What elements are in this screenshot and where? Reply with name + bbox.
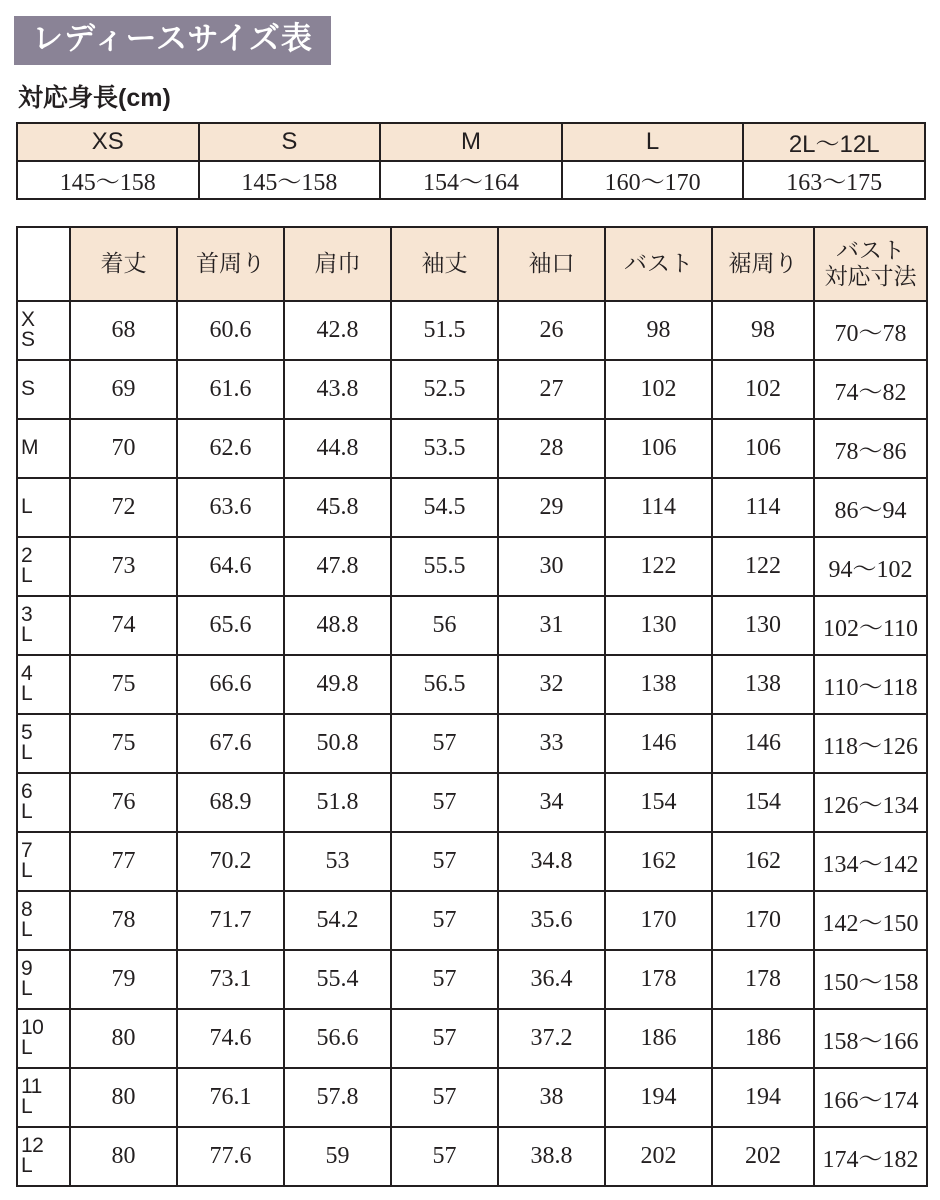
table-cell: 102 [712,360,814,419]
table-cell: 74.6 [177,1009,284,1068]
table-cell: 170 [712,891,814,950]
row-size-label-line1: 12 [21,1134,44,1158]
height-table-body [17,123,925,199]
row-size-label [17,891,70,950]
height-table-header-row [17,123,925,161]
measurement-corner-cell [17,227,70,301]
table-cell: 57 [391,950,498,1009]
table-cell: 38 [498,1068,605,1127]
height-range-l: 160〜170 [562,161,744,199]
table-cell: 118〜126 [814,714,927,773]
table-cell: 166〜174 [814,1068,927,1127]
row-size-label-line2: L [21,1036,33,1060]
table-cell: 62.6 [177,419,284,478]
table-cell: 57.8 [284,1068,391,1127]
column-header-susomawari: 裾周り [712,227,814,301]
row-size-label [17,301,70,360]
table-cell: 29 [498,478,605,537]
table-row [17,360,927,419]
table-cell: 114 [712,478,814,537]
row-size-label-line1: 8 [21,898,33,922]
table-cell: 55.4 [284,950,391,1009]
height-range-s: 145〜158 [199,161,381,199]
table-cell: 102〜110 [814,596,927,655]
row-size-label [17,950,70,1009]
table-cell: 70〜78 [814,301,927,360]
table-spacer [14,200,930,226]
table-row [17,655,927,714]
height-range-xs: 145〜158 [17,161,199,199]
row-size-label-line1: 10 [21,1016,44,1040]
measurement-table-body [17,301,927,1186]
table-cell: 42.8 [284,301,391,360]
table-cell: 48.8 [284,596,391,655]
table-cell: 53 [284,832,391,891]
height-table [16,122,926,200]
table-cell: 106 [605,419,712,478]
table-cell: 94〜102 [814,537,927,596]
table-cell: 142〜150 [814,891,927,950]
table-cell: 154 [605,773,712,832]
table-cell: 75 [70,655,177,714]
table-cell: 114 [605,478,712,537]
table-row [17,1009,927,1068]
table-row [17,891,927,950]
row-size-label-line1: 4 [21,662,33,686]
column-header-bust: バスト [605,227,712,301]
height-size-s: S [199,123,381,161]
row-size-label-line1: X [21,308,35,332]
table-cell: 63.6 [177,478,284,537]
table-cell: 162 [605,832,712,891]
table-cell: 74 [70,596,177,655]
row-size-label-line2: S [21,328,35,352]
table-cell: 146 [712,714,814,773]
table-cell: 44.8 [284,419,391,478]
table-cell: 194 [712,1068,814,1127]
row-size-label [17,1068,70,1127]
table-row [17,1068,927,1127]
table-cell: 86〜94 [814,478,927,537]
table-cell: 106 [712,419,814,478]
table-cell: 73.1 [177,950,284,1009]
table-cell: 57 [391,1127,498,1186]
row-size-label-line2: L [21,1095,33,1119]
height-size-xs: XS [17,123,199,161]
measurement-header-row [17,227,927,301]
table-cell: 80 [70,1009,177,1068]
table-cell: 57 [391,891,498,950]
row-size-label-line2: L [21,859,33,883]
table-cell: 73 [70,537,177,596]
row-size-label-line2: L [21,918,33,942]
table-row [17,478,927,537]
row-size-label-line2: L [21,977,33,1001]
table-cell: 43.8 [284,360,391,419]
table-cell: 38.8 [498,1127,605,1186]
table-cell: 33 [498,714,605,773]
table-cell: 32 [498,655,605,714]
table-cell: 72 [70,478,177,537]
table-row [17,714,927,773]
table-cell: 76 [70,773,177,832]
table-row [17,419,927,478]
table-cell: 98 [712,301,814,360]
table-cell: 47.8 [284,537,391,596]
table-cell: 67.6 [177,714,284,773]
table-cell: 27 [498,360,605,419]
table-cell: 54.5 [391,478,498,537]
table-cell: 80 [70,1127,177,1186]
table-cell: 50.8 [284,714,391,773]
table-cell: 57 [391,832,498,891]
row-size-label-line1: 5 [21,721,33,745]
row-size-label [17,655,70,714]
height-size-2l-12l: 2L〜12L [743,123,925,161]
table-cell: 53.5 [391,419,498,478]
row-size-label-line1: 9 [21,957,33,981]
table-cell: 138 [605,655,712,714]
row-size-label [17,1009,70,1068]
column-header-kitake: 着丈 [70,227,177,301]
row-size-label-line1: 6 [21,780,33,804]
table-cell: 31 [498,596,605,655]
table-cell: 34.8 [498,832,605,891]
row-size-label-line1: 11 [21,1075,42,1099]
table-row [17,537,927,596]
table-cell: 202 [605,1127,712,1186]
height-table-value-row [17,161,925,199]
table-cell: 98 [605,301,712,360]
column-header-kubimawari: 首周り [177,227,284,301]
table-cell: 126〜134 [814,773,927,832]
row-size-label [17,478,70,537]
table-row [17,301,927,360]
table-cell: 28 [498,419,605,478]
table-cell: 80 [70,1068,177,1127]
table-cell: 54.2 [284,891,391,950]
table-cell: 158〜166 [814,1009,927,1068]
table-cell: 174〜182 [814,1127,927,1186]
table-cell: 35.6 [498,891,605,950]
column-header-sodetake: 袖丈 [391,227,498,301]
table-cell: 122 [712,537,814,596]
table-cell: 154 [712,773,814,832]
table-cell: 122 [605,537,712,596]
row-size-label-line1: 3 [21,603,33,627]
table-cell: 74〜82 [814,360,927,419]
table-row [17,832,927,891]
table-row [17,950,927,1009]
table-cell: 26 [498,301,605,360]
row-size-label-line1: 2 [21,544,33,568]
row-size-label [17,596,70,655]
table-cell: 186 [712,1009,814,1068]
table-cell: 130 [605,596,712,655]
measurement-table-head [17,227,927,301]
height-range-m: 154〜164 [380,161,562,199]
table-cell: 77.6 [177,1127,284,1186]
row-size-label-line1: 7 [21,839,33,863]
table-cell: 60.6 [177,301,284,360]
table-cell: 61.6 [177,360,284,419]
row-size-label [17,714,70,773]
row-size-label [17,832,70,891]
row-size-label [17,360,70,419]
row-size-label-line2: L [21,682,33,706]
table-cell: 37.2 [498,1009,605,1068]
table-cell: 57 [391,1009,498,1068]
table-cell: 56 [391,596,498,655]
table-cell: 70.2 [177,832,284,891]
table-cell: 76.1 [177,1068,284,1127]
row-size-label [17,1127,70,1186]
table-cell: 162 [712,832,814,891]
column-header-sodeguchi: 袖口 [498,227,605,301]
table-cell: 68.9 [177,773,284,832]
table-cell: 77 [70,832,177,891]
page-title: レディースサイズ表 [14,16,331,65]
table-cell: 45.8 [284,478,391,537]
table-cell: 52.5 [391,360,498,419]
table-cell: 202 [712,1127,814,1186]
table-cell: 65.6 [177,596,284,655]
table-cell: 57 [391,714,498,773]
table-cell: 194 [605,1068,712,1127]
table-cell: 102 [605,360,712,419]
table-cell: 138 [712,655,814,714]
table-cell: 66.6 [177,655,284,714]
table-cell: 178 [605,950,712,1009]
table-cell: 56.5 [391,655,498,714]
table-cell: 68 [70,301,177,360]
table-cell: 57 [391,1068,498,1127]
table-cell: 78 [70,891,177,950]
column-header-bust-line1: バスト [836,237,905,264]
table-cell: 170 [605,891,712,950]
measurement-table [16,226,928,1187]
row-size-label-line1: S [21,377,35,401]
table-cell: 134〜142 [814,832,927,891]
table-cell: 59 [284,1127,391,1186]
table-cell: 69 [70,360,177,419]
table-row [17,773,927,832]
row-size-label-line2: L [21,741,33,765]
table-cell: 51.5 [391,301,498,360]
row-size-label [17,419,70,478]
row-size-label-line2: L [21,1154,33,1178]
table-row [17,596,927,655]
table-cell: 110〜118 [814,655,927,714]
table-cell: 56.6 [284,1009,391,1068]
row-size-label [17,537,70,596]
table-cell: 57 [391,773,498,832]
table-cell: 55.5 [391,537,498,596]
table-cell: 130 [712,596,814,655]
table-cell: 78〜86 [814,419,927,478]
height-size-l: L [562,123,744,161]
table-row [17,1127,927,1186]
row-size-label-line1: M [21,436,38,460]
table-cell: 70 [70,419,177,478]
table-cell: 64.6 [177,537,284,596]
table-cell: 146 [605,714,712,773]
table-cell: 186 [605,1009,712,1068]
row-size-label [17,773,70,832]
row-size-label-line1: L [21,495,33,519]
table-cell: 30 [498,537,605,596]
table-cell: 49.8 [284,655,391,714]
column-header-bust-line2: 対応寸法 [824,262,917,289]
table-cell: 36.4 [498,950,605,1009]
table-cell: 51.8 [284,773,391,832]
table-cell: 150〜158 [814,950,927,1009]
column-header-katahaba: 肩巾 [284,227,391,301]
height-size-m: M [380,123,562,161]
table-cell: 71.7 [177,891,284,950]
height-range-2l-12l: 163〜175 [743,161,925,199]
table-cell: 75 [70,714,177,773]
row-size-label-line2: L [21,623,33,647]
table-cell: 34 [498,773,605,832]
table-cell: 79 [70,950,177,1009]
row-size-label-line2: L [21,564,33,588]
table-cell: 178 [712,950,814,1009]
column-header-bust-taioh-sunpou [814,227,927,301]
row-size-label-line2: L [21,800,33,824]
height-section-caption: 対応身長(cm) [18,83,171,112]
